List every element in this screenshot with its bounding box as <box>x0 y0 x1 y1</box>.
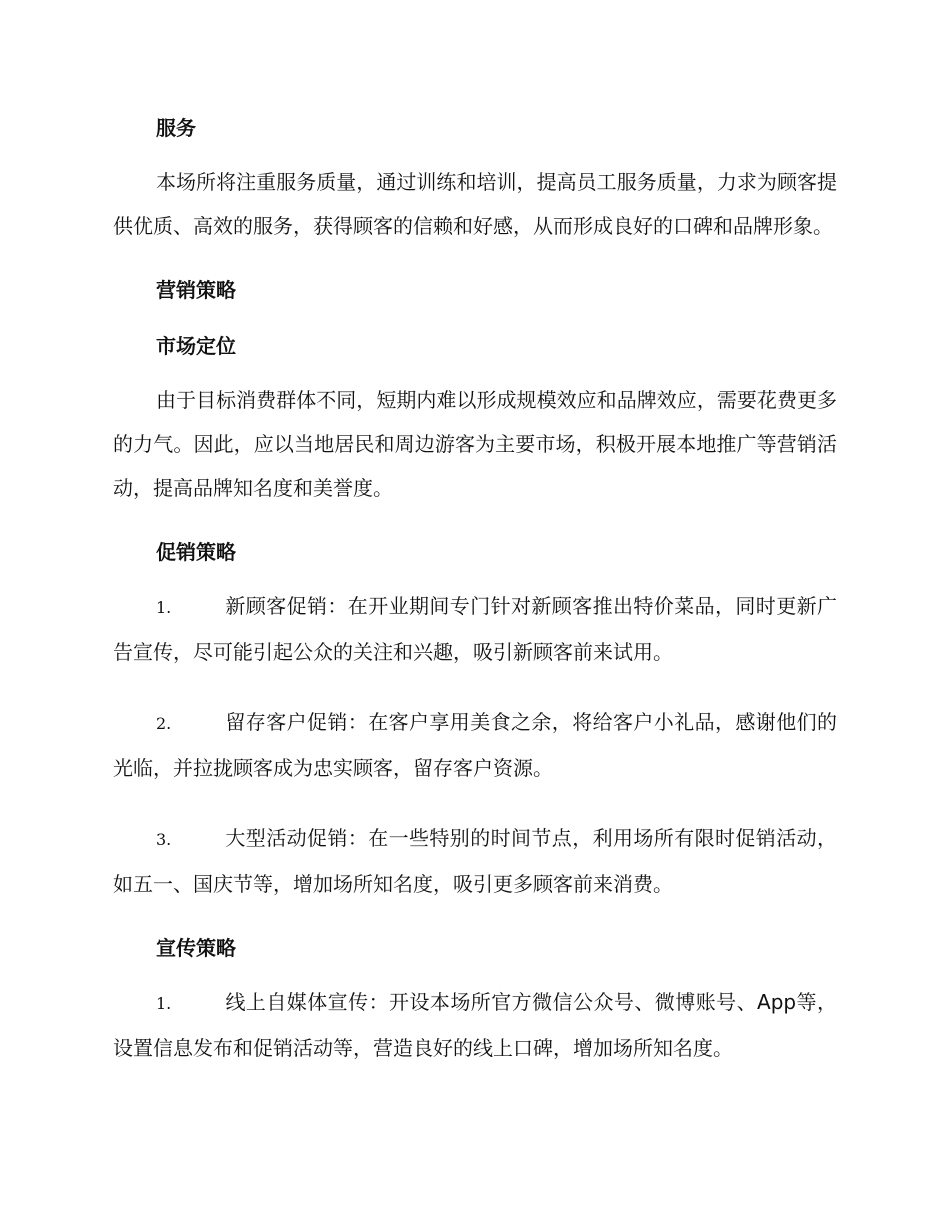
list-item-number: 1. <box>156 994 172 1013</box>
heading-positioning: 市场定位 <box>156 334 236 358</box>
list-item-text: 线上自媒体宣传：开设本场所官方微信公众号、微博账号、App等，设置信息发布和促销活动等，营造良好的线上口碑，增加场所知名度。 <box>113 990 837 1060</box>
list-item-number: 2. <box>156 714 172 733</box>
list-item-text: 留存客户促销：在客户享用美食之余，将给客户小礼品，感谢他们的光临，并拉拢顾客成为忠实顾客，留存客户资源。 <box>113 710 837 780</box>
paragraph-positioning: 由于目标消费群体不同，短期内难以形成规模效应和品牌效应，需要花费更多的力气。因此，应以当地居民和周边游客为主要市场，积极开展本地推广等营销活动，提高品牌知名度和美誉度。 <box>113 388 837 500</box>
heading-service: 服务 <box>156 116 196 140</box>
list-item-text: 大型活动促销：在一些特别的时间节点，利用场所有限时促销活动，如五一、国庆节等，增加场所知名度，吸引更多顾客前来消费。 <box>113 826 837 896</box>
list-item-text: 新顾客促销：在开业期间专门针对新顾客推出特价菜品，同时更新广告宣传，尽可能引起公众的关注和兴趣，吸引新顾客前来试用。 <box>113 594 837 664</box>
list-item-number: 1. <box>156 598 172 617</box>
list-item <box>113 584 837 674</box>
heading-marketing: 营销策略 <box>156 278 236 302</box>
list-item <box>113 980 837 1070</box>
list-item-number: 3. <box>156 830 172 849</box>
list-item <box>113 816 837 906</box>
heading-promotion: 促销策略 <box>156 540 236 564</box>
list-item <box>113 700 837 790</box>
heading-publicity: 宣传策略 <box>156 936 236 960</box>
paragraph-service: 本场所将注重服务质量，通过训练和培训，提高员工服务质量，力求为顾客提供优质、高效的服务，获得顾客的信赖和好感，从而形成良好的口碑和品牌形象。 <box>113 170 837 238</box>
